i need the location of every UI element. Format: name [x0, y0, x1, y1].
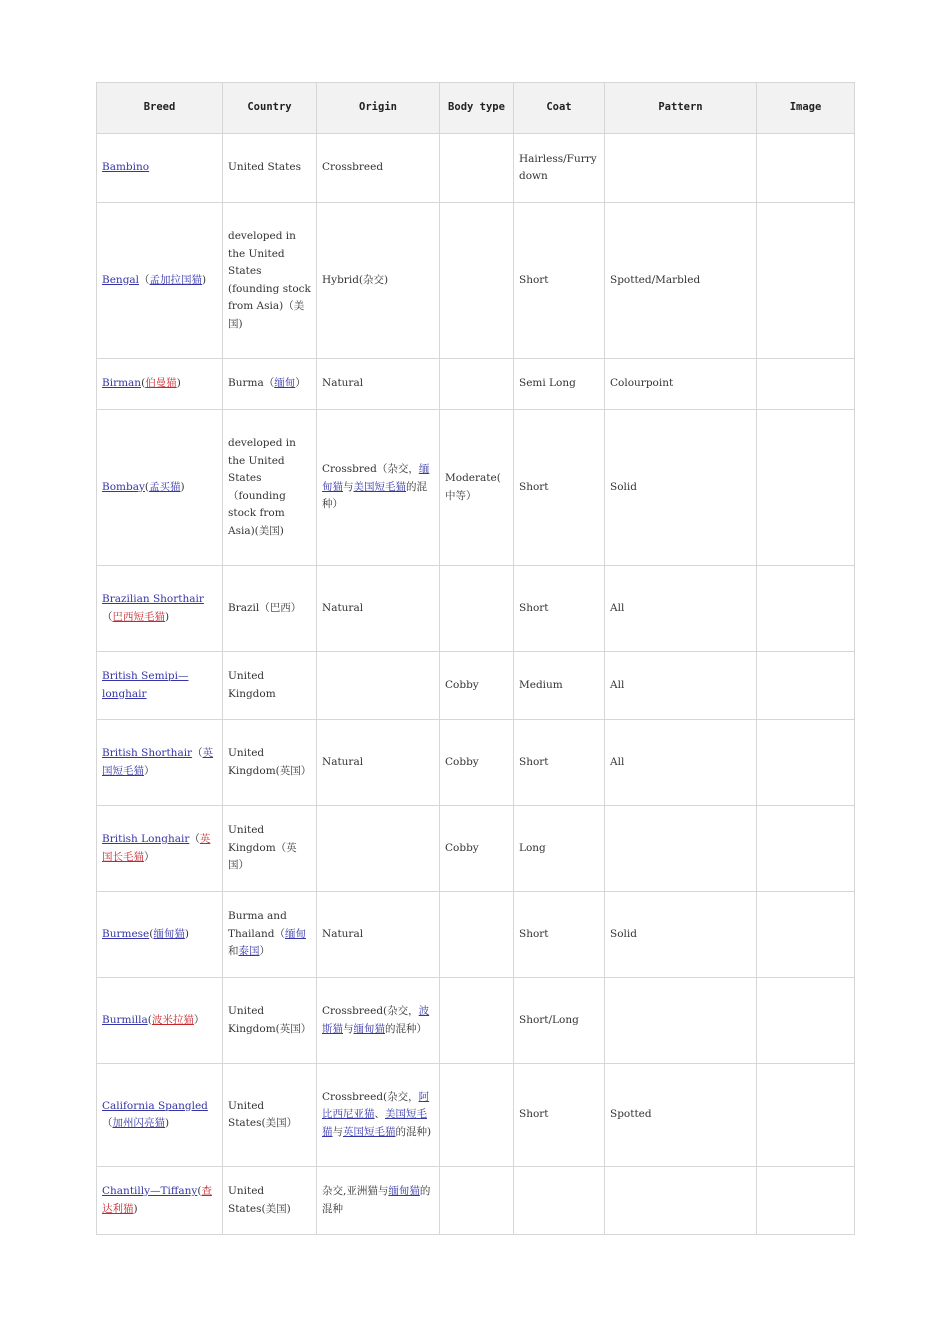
breed-table-container [96, 82, 854, 1235]
cell-text: 杂交,亚洲猫与 [322, 1185, 389, 1197]
cell-coat [514, 978, 605, 1064]
cell-text: Short [519, 273, 549, 286]
cell-text: All [610, 601, 625, 614]
header-pattern: Pattern [605, 83, 757, 134]
wiki-link[interactable]: 缅甸猫 [388, 1185, 420, 1197]
cell-body [440, 134, 514, 203]
cell-image [757, 134, 855, 203]
cell-image [757, 806, 855, 892]
cell-text: Medium [519, 678, 563, 691]
wiki-link[interactable]: Burmilla [102, 1013, 148, 1026]
cell-text: 的混种 [322, 1185, 431, 1215]
cell-country [223, 806, 317, 892]
cell-text: ） [144, 764, 155, 777]
cell-text: Cobby [445, 755, 479, 768]
missing-page-link[interactable]: 查达利猫 [102, 1185, 212, 1215]
cell-body [440, 978, 514, 1064]
cell-text: Natural [322, 377, 364, 390]
cell-text: Moderate(中等） [445, 472, 501, 502]
cell-text: United Kingdom（英国） [228, 824, 297, 872]
wiki-link[interactable]: 缅甸猫 [322, 463, 430, 493]
header-row [97, 83, 855, 134]
wiki-link[interactable]: Birman [102, 377, 142, 390]
cell-image [757, 652, 855, 720]
cell-breed [97, 892, 223, 978]
cell-text: Hairless/Furry down [519, 152, 597, 182]
cell-country [223, 1064, 317, 1167]
cell-text: Semi Long [519, 377, 576, 390]
table-row [97, 806, 855, 892]
cell-breed [97, 566, 223, 652]
wiki-link[interactable]: British Semipi—longhair [102, 670, 189, 700]
cell-text: ) [184, 927, 189, 940]
cell-text: Natural [322, 755, 364, 768]
cell-origin [317, 566, 440, 652]
cell-image [757, 566, 855, 652]
cell-body [440, 359, 514, 410]
header-coat: Coat [514, 83, 605, 134]
cell-coat [514, 410, 605, 566]
header-body-type: Body type [440, 83, 514, 134]
cell-text: Cobby [445, 678, 479, 691]
cell-image [757, 1064, 855, 1167]
wiki-link[interactable]: 孟买猫 [149, 480, 181, 493]
cell-image [757, 892, 855, 978]
cell-text: ) [165, 1117, 170, 1129]
table-row [97, 134, 855, 203]
cell-text: All [610, 755, 625, 768]
cell-coat [514, 806, 605, 892]
cell-body [440, 652, 514, 720]
cell-text: Short [519, 755, 549, 768]
wiki-link[interactable]: 缅甸猫 [353, 1022, 385, 1035]
cell-text: 的混种） [385, 1022, 427, 1035]
cell-origin [317, 203, 440, 359]
cell-text: United Kingdom(英国） [228, 747, 312, 777]
cell-coat [514, 1167, 605, 1235]
cell-text: ) [202, 273, 207, 286]
missing-page-link[interactable]: 波米拉猫 [151, 1013, 194, 1026]
cell-text: ( [149, 927, 154, 940]
table-row [97, 1167, 855, 1235]
wiki-link[interactable]: British Shorthair [102, 747, 193, 759]
cell-country [223, 892, 317, 978]
cell-text: Spotted/Marbled [610, 273, 701, 286]
table-row [97, 359, 855, 410]
wiki-link[interactable]: 泰国 [238, 945, 260, 958]
cell-text: Spotted [610, 1108, 652, 1121]
cell-body [440, 410, 514, 566]
cell-text: Short/Long [519, 1013, 579, 1026]
cell-text: Burma（ [228, 377, 275, 390]
cell-text: Short [519, 1108, 549, 1121]
wiki-link[interactable]: California Spangled [102, 1099, 208, 1112]
cell-image [757, 359, 855, 410]
cell-pattern [605, 203, 757, 359]
cell-origin [317, 1064, 440, 1167]
table-body [97, 134, 855, 1235]
wiki-link[interactable]: Chantilly—Tiffany [102, 1185, 198, 1197]
table-row [97, 203, 855, 359]
cell-pattern [605, 806, 757, 892]
cell-text: Crossbred（杂交， [322, 463, 419, 476]
cell-country [223, 134, 317, 203]
cell-breed [97, 978, 223, 1064]
wiki-link[interactable]: Bambino [102, 161, 150, 174]
cell-text: United Kingdom(英国） [228, 1005, 312, 1035]
cell-coat [514, 566, 605, 652]
cell-origin [317, 892, 440, 978]
missing-page-link[interactable]: 伯曼猫 [145, 377, 177, 390]
cell-text: （ [192, 747, 203, 759]
cell-text: Cobby [445, 841, 479, 854]
cell-country [223, 410, 317, 566]
cell-text: Burma and Thailand（ [228, 910, 287, 940]
cell-pattern [605, 566, 757, 652]
cell-text: Crossbreed(杂交， [322, 1005, 419, 1017]
header-image: Image [757, 83, 855, 134]
cell-text: ( [141, 377, 146, 390]
missing-page-link[interactable]: 巴西短毛猫 [112, 610, 165, 623]
cell-coat [514, 720, 605, 806]
table-row [97, 652, 855, 720]
cell-text: （ [102, 610, 113, 623]
cell-country [223, 359, 317, 410]
wiki-link[interactable]: Bombay [102, 480, 145, 493]
table-row [97, 892, 855, 978]
cell-text: ( [197, 1185, 202, 1197]
cell-text: ) [133, 1202, 138, 1215]
cell-breed [97, 1064, 223, 1167]
cell-pattern [605, 410, 757, 566]
cell-pattern [605, 892, 757, 978]
cell-body [440, 1167, 514, 1235]
cell-origin [317, 1167, 440, 1235]
cell-breed [97, 359, 223, 410]
cell-body [440, 720, 514, 806]
cell-text: （ [189, 833, 200, 845]
cell-text: United States [228, 161, 301, 174]
cell-country [223, 652, 317, 720]
wiki-link[interactable]: 美国短毛猫 [353, 480, 406, 493]
wiki-link[interactable]: 英国短毛猫 [343, 1125, 396, 1138]
cell-country [223, 566, 317, 652]
cell-country [223, 720, 317, 806]
cell-pattern [605, 134, 757, 203]
wiki-link[interactable]: Bengal [102, 273, 140, 286]
cell-coat [514, 359, 605, 410]
cell-pattern [605, 1064, 757, 1167]
cell-country [223, 978, 317, 1064]
wiki-link[interactable]: 阿比西尼亚猫 [322, 1090, 430, 1121]
wiki-link[interactable]: Brazilian Shorthair [102, 593, 204, 605]
cell-text: （ [102, 1117, 113, 1129]
wiki-link[interactable]: British Longhair [102, 833, 190, 845]
cell-text: Brazil（巴西） [228, 601, 302, 614]
cell-image [757, 1167, 855, 1235]
cell-text: ) [180, 480, 185, 493]
missing-page-link[interactable]: 英国长毛猫 [102, 833, 211, 863]
header-country: Country [223, 83, 317, 134]
cell-text: Natural [322, 927, 364, 940]
cell-text: United States(美国） [228, 1099, 298, 1129]
cell-text: 的混种） [322, 480, 427, 511]
cell-text: ) [176, 377, 181, 390]
cell-body [440, 892, 514, 978]
cell-text: Crossbreed [322, 161, 384, 174]
cell-pattern [605, 978, 757, 1064]
cell-text: All [610, 678, 625, 691]
cell-text: developed in the United States （founding stock from Asia)(美国) [228, 437, 296, 537]
cell-text: Long [519, 841, 546, 854]
cell-text: ） [144, 850, 155, 863]
cell-text: ) [165, 610, 170, 623]
wiki-link[interactable]: 孟加拉国猫 [149, 273, 203, 286]
cell-origin [317, 410, 440, 566]
cell-pattern [605, 720, 757, 806]
cell-text: （ [139, 273, 150, 286]
cell-origin [317, 134, 440, 203]
table-row [97, 1064, 855, 1167]
cell-image [757, 203, 855, 359]
wiki-link[interactable]: 缅甸猫 [153, 927, 185, 940]
wiki-link[interactable]: 美国短毛猫 [322, 1108, 427, 1138]
table-row [97, 720, 855, 806]
cell-coat [514, 134, 605, 203]
wiki-link[interactable]: 缅甸 [274, 377, 296, 390]
cell-breed [97, 720, 223, 806]
cell-text: 的混种) [395, 1125, 432, 1138]
cell-breed [97, 1167, 223, 1235]
cell-text: Short [519, 601, 549, 614]
table-row [97, 566, 855, 652]
cell-origin [317, 978, 440, 1064]
table-row [97, 410, 855, 566]
cell-pattern [605, 652, 757, 720]
cell-coat [514, 1064, 605, 1167]
header-breed: Breed [97, 83, 223, 134]
cell-breed [97, 134, 223, 203]
cell-text: Colourpoint [610, 377, 674, 390]
cell-origin [317, 720, 440, 806]
cell-text: 和 [228, 945, 239, 958]
cell-pattern [605, 359, 757, 410]
cell-text: 、 [374, 1108, 385, 1121]
cell-origin [317, 652, 440, 720]
cell-country [223, 1167, 317, 1235]
wiki-link[interactable]: Burmese [102, 927, 150, 940]
cell-text: United States(美国) [228, 1185, 291, 1215]
cat-breed-table [96, 82, 855, 1235]
cell-origin [317, 359, 440, 410]
cell-pattern [605, 1167, 757, 1235]
cell-body [440, 1064, 514, 1167]
cell-text: 与 [343, 480, 354, 493]
cell-text: Natural [322, 601, 364, 614]
header-origin: Origin [317, 83, 440, 134]
cell-country [223, 203, 317, 359]
wiki-link[interactable]: 缅甸 [285, 927, 306, 940]
cell-text: ） [295, 377, 306, 390]
cell-text: Hybrid(杂交) [322, 273, 389, 286]
cell-origin [317, 806, 440, 892]
cell-coat [514, 892, 605, 978]
cell-text: Short [519, 927, 549, 940]
cell-text: developed in the United States (founding stock from Asia)（美国) [228, 230, 311, 330]
cell-image [757, 720, 855, 806]
cell-breed [97, 410, 223, 566]
wiki-link[interactable]: 英国短毛猫 [102, 747, 214, 777]
cell-coat [514, 652, 605, 720]
cell-breed [97, 203, 223, 359]
cell-breed [97, 652, 223, 720]
cell-text: ( [144, 480, 150, 493]
cell-text: United Kingdom [228, 670, 276, 700]
cell-text: Solid [610, 927, 637, 940]
wiki-link[interactable]: 波斯猫 [322, 1005, 430, 1035]
cell-text: ( [147, 1013, 152, 1026]
cell-text: 与 [332, 1125, 343, 1138]
table-row [97, 978, 855, 1064]
cell-image [757, 978, 855, 1064]
cell-text: ） [193, 1013, 205, 1026]
cell-image [757, 410, 855, 566]
cell-text: ） [259, 945, 270, 958]
cell-body [440, 806, 514, 892]
cell-body [440, 203, 514, 359]
cell-body [440, 566, 514, 652]
cell-text: 与 [343, 1022, 354, 1035]
cell-breed [97, 806, 223, 892]
cell-text: Solid [610, 480, 637, 493]
cell-text: Short [519, 480, 549, 493]
wiki-link[interactable]: 加州闪亮猫 [112, 1117, 165, 1129]
cell-coat [514, 203, 605, 359]
cell-text: Crossbreed(杂交， [322, 1090, 419, 1103]
